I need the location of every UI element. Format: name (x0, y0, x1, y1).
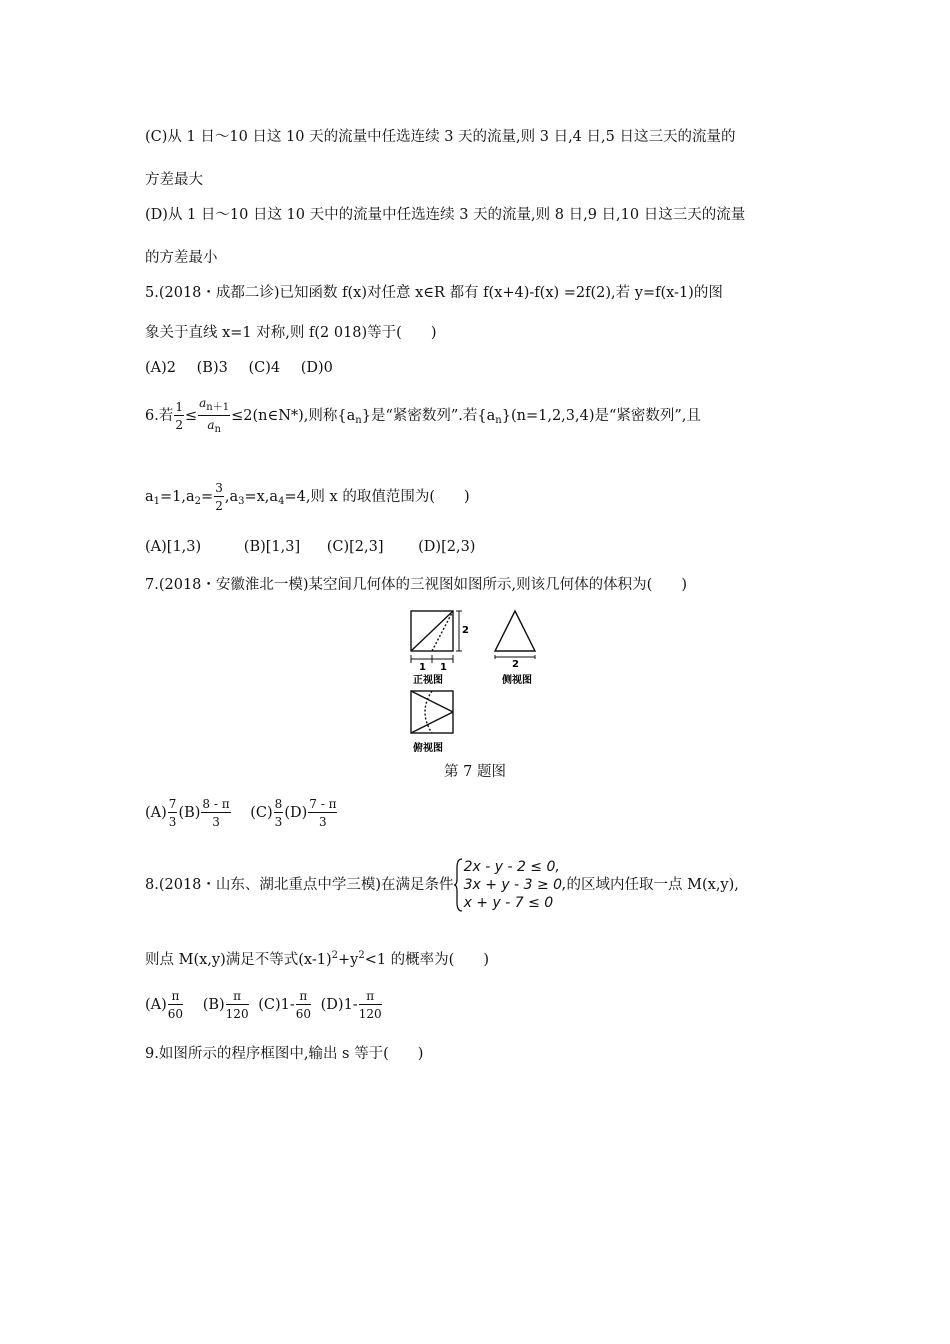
question-6-line1: 6.若 $\frac{1}{2}$ ≤ $\frac{a_{n+1}}{a_n}$ ≤2(n∈N*),则称$\{a_n\}$是“紧密数列”.若$\{a_n\}(n=1,2,3,4)$是“紧密数列”,且 (145, 396, 701, 435)
option-c-line2: 方差最大 (145, 172, 203, 188)
front-left-label: 1 (419, 662, 426, 673)
question-5-options (145, 358, 349, 378)
question-5-line2: 象关于直线 x=1 对称,则 f(2 018)等于( ) (145, 325, 437, 341)
front-right-label: 1 (440, 662, 447, 673)
option-d-line1: (D)从 1 日～10 日这 10 天中的流量中任选连续 3 天的流量,则 8 日,9 日,10 日这三天的流量 (145, 207, 746, 223)
q6-option-a: (A)[1,3) (145, 539, 202, 555)
question-6-options (145, 537, 475, 557)
front-view-label: 正视图 (413, 675, 443, 686)
q5-option-b: (B)3 (196, 360, 228, 376)
question-8-line1: 8.(2018・山东、湖北重点中学三模)在满足条件 2x - y - 2 ≤ 0, 3x + y - 3 ≥ 0, x + y - 7 ≤ 0 的区域内任取一点 M(x,y), (145, 859, 739, 911)
q7-frac-c: $\frac{8}{3}$ (274, 797, 283, 829)
q8-frac-a: $\frac{\pi}{60}$ (167, 989, 184, 1021)
question-9-stem: 9.如图所示的程序框图中,输出 s 等于( ) (145, 1046, 424, 1062)
q7-frac-d: $\frac{7 - \pi}{3}$ (309, 797, 337, 829)
q7-frac-a: $\frac{7}{3}$ (168, 797, 177, 829)
question-5-line1: 5.(2018・成都二诊)已知函数 f(x)对任意 x∈R 都有 f(x+4)-f(x) =2f(2),若 y=f(x-1)的图 (145, 285, 723, 301)
question-7-stem: 7.(2018・安徽淮北一模)某空间几何体的三视图如图所示,则该几何体的体积为( ) (145, 577, 687, 593)
q6-option-c: (C)[2,3] (326, 539, 384, 555)
three-view-figure (405, 605, 555, 755)
figure-caption: 第 7 题图 (444, 764, 506, 780)
ratio-fraction: $\frac{a_{n+1}}{a_n}$ (199, 396, 230, 435)
front-height-label: 2 (462, 625, 469, 636)
top-view (411, 691, 453, 733)
question-8-line2: 则点 M(x,y)满足不等式$(x-1)^2+y^2<1$ 的概率为( ) (145, 950, 490, 968)
side-width-label: 2 (512, 659, 519, 670)
q7-frac-b: $\frac{8 - \pi}{3}$ (202, 797, 230, 829)
half-fraction: $\frac{1}{2}$ (175, 400, 183, 432)
q6-option-d: (D)[2,3) (418, 539, 476, 555)
q8-frac-b: $\frac{\pi}{120}$ (225, 989, 249, 1021)
q5-option-a: (A)2 (145, 360, 177, 376)
question-6-line2: $a_1=1,a_2=$ $\frac{3}{2}$ $,a_3=x,a_4=4$,则 x 的取值范围为( ) (145, 481, 470, 513)
question-7-options: (A) $\frac{7}{3}$ (B) $\frac{8 - \pi}{3}$ (C) $\frac{8}{3}$ (D) $\frac{7 - \pi}{3}$ (145, 797, 337, 829)
q8-frac-c: $\frac{\pi}{60}$ (295, 989, 312, 1021)
q5-option-c: (C)4 (248, 360, 281, 376)
question-8-options: (A) $\frac{\pi}{60}$ (B) $\frac{\pi}{120}$ (C)1- $\frac{\pi}{60}$ (D)1- $\frac{\pi}{120}$ (145, 989, 382, 1021)
side-view (495, 611, 535, 659)
inequality-system: 2x - y - 2 ≤ 0, 3x + y - 3 ≥ 0, x + y - 7 ≤ 0 (454, 858, 567, 912)
option-d-line2: 的方差最小 (145, 250, 218, 266)
q5-option-d: (D)0 (300, 360, 333, 376)
side-view-label: 侧视图 (502, 675, 532, 686)
q6-option-b: (B)[1,3] (243, 539, 301, 555)
three-halves-fraction: $\frac{3}{2}$ (215, 481, 223, 513)
top-view-label: 俯视图 (413, 743, 443, 754)
front-view (411, 611, 462, 663)
option-c-line1: (C)从 1 日～10 日这 10 天的流量中任选连续 3 天的流量,则 3 日,4 日,5 日这三天的流量的 (145, 129, 736, 145)
q8-frac-d: $\frac{\pi}{120}$ (358, 989, 382, 1021)
